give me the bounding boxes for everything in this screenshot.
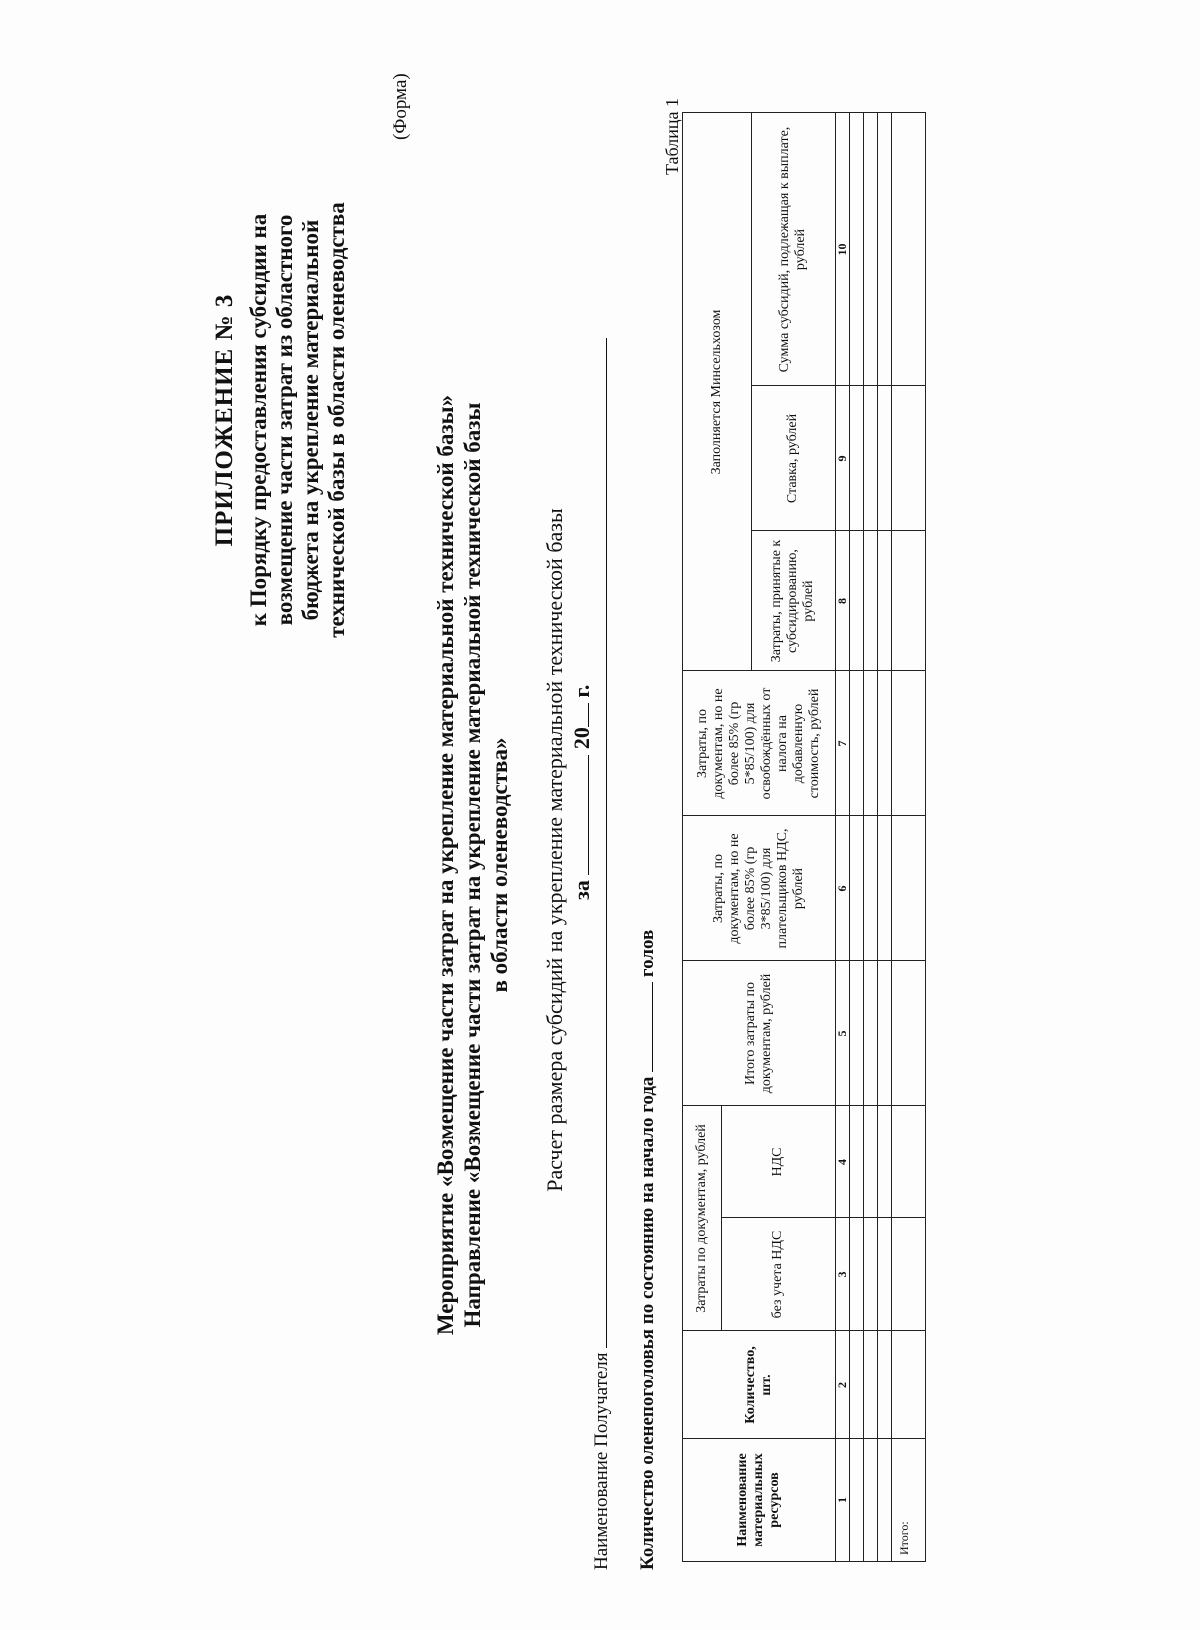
- col-header-without-vat: без учета НДС: [770, 1230, 785, 1319]
- direction-line: Направление «Возмещение части затрат на укрепление материальной технической базы: [460, 402, 485, 1328]
- column-number: 8: [835, 598, 849, 604]
- col-header-accepted-costs: Затраты, принятые к субсидированию, рублей: [769, 539, 816, 663]
- col-header-costs-vat-payers: Затраты, по документам, но не более 85% (гр 3*85/100) для плательщиков НДС, рублей: [711, 828, 806, 949]
- total-row-label: Итого:: [897, 1521, 911, 1555]
- herd-unit: голов: [637, 929, 658, 978]
- table-row[interactable]: [877, 113, 891, 1561]
- column-number: 10: [835, 243, 849, 256]
- column-number: 3: [835, 1271, 849, 1278]
- col-header-quantity: Количество, шт.: [743, 1346, 774, 1424]
- appendix-title: ПРИЛОЖЕНИЕ № 3: [211, 293, 238, 547]
- column-number: 6: [835, 885, 849, 892]
- recipient-line: [586, 338, 613, 1570]
- table-label: Таблица 1: [662, 98, 682, 175]
- subsidy-table: [682, 112, 926, 1562]
- column-number: 7: [835, 740, 849, 747]
- table-row[interactable]: [863, 113, 877, 1561]
- appendix-line: к Порядку предоставления субсидии на: [246, 213, 271, 627]
- form-label: (Форма): [390, 73, 411, 140]
- table-row[interactable]: [849, 113, 863, 1561]
- column-number: 1: [835, 1497, 849, 1503]
- herd-label: Количество оленепоголовья по состоянию на начало года: [637, 1076, 658, 1570]
- direction-line-end: в области оленеводства»: [487, 737, 512, 993]
- recipient-blank[interactable]: [586, 338, 607, 1348]
- event-heading: [432, 280, 513, 1450]
- col-header-costs-vat-exempt: Затраты, по документам, но не более 85% (гр 5*85/100) для освобождённых от налога на добавленную стоимость, рублей: [695, 687, 822, 800]
- col-header-resources: Наименование материальных ресурсов: [735, 1453, 782, 1547]
- event-line: Мероприятие «Возмещение части затрат на укрепление материальной технической базы»: [433, 394, 458, 1336]
- calculation-title: Расчет размера субсидий на укрепление материальной технической базы: [542, 508, 567, 1192]
- col-header-vat: НДС: [770, 1147, 785, 1177]
- col-header-total-costs: Итого затраты по документам, рублей: [743, 973, 774, 1094]
- col-header-rate: Ставка, рублей: [785, 413, 800, 504]
- period-suffix: г.: [569, 684, 594, 698]
- appendix-line: технической базы в области оленеводства: [324, 202, 349, 638]
- period-prefix: за: [569, 880, 594, 900]
- year-prefix: 20: [569, 727, 594, 750]
- recipient-label: Наименование Получателя: [591, 1352, 612, 1570]
- col-header-subsidy-amount: Сумма субсидий, подлежащая к выплате, рублей: [777, 126, 808, 373]
- appendix-line: бюджета на укрепление материальной: [298, 219, 323, 621]
- appendix-header: [212, 60, 350, 780]
- appendix-line: возмещение части затрат из областного: [272, 214, 297, 626]
- herd-line: [632, 930, 659, 1570]
- column-number: 4: [835, 1159, 849, 1165]
- col-group-ministry: Заполняется Минсельхозом: [709, 309, 724, 475]
- herd-blank[interactable]: [632, 982, 653, 1072]
- column-number: 2: [835, 1382, 849, 1388]
- column-number: 5: [835, 1030, 849, 1037]
- column-number: 9: [835, 455, 849, 462]
- col-group-document-costs: Затраты по документам, рублей: [694, 1124, 709, 1313]
